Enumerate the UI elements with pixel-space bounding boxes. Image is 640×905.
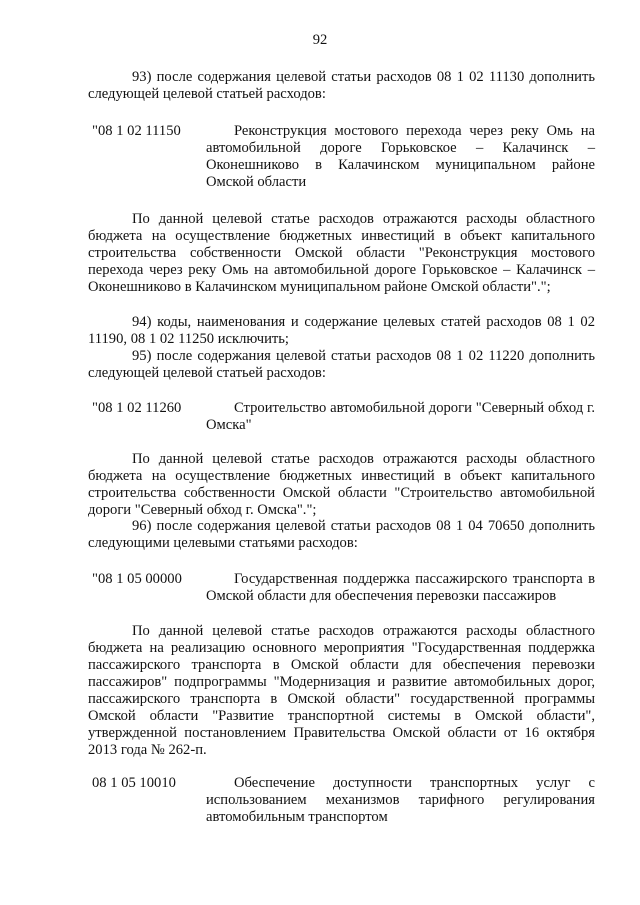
entry-title-4: Обеспечение доступности транспортных услуг с использованием механизмов тарифного регулирования автомобильным транспортом [206, 775, 595, 825]
entry-title-2: Строительство автомобильной дороги "Северный обход г. Омска" [206, 400, 595, 433]
entry-code-3: "08 1 05 00000 [92, 571, 182, 587]
description-2: По данной целевой статье расходов отражаются расходы областного бюджета на осуществление бюджетных инвестиций в объект капитального строительства собственности Омской области "Строительство автомобильной дороги "Северный обход г. Омска"."; [88, 451, 595, 518]
paragraph-96: 96) после содержания целевой статьи расходов 08 1 04 70650 дополнить следующими целевыми статьями расходов: [88, 518, 595, 551]
entry-code-1: "08 1 02 11150 [92, 123, 181, 139]
entry-code-4: 08 1 05 10010 [92, 775, 176, 791]
entry-title-3: Государственная поддержка пассажирского транспорта в Омской области для обеспечения перевозки пассажиров [206, 571, 595, 604]
description-1: По данной целевой статье расходов отражаются расходы областного бюджета на осуществление бюджетных инвестиций в объект капитального строительства собственности Омской области "Реконструкция мостового перехода через реку Омь на автомобильной дороге Горьковское – Калачинск – Оконешниково в Калачинском муниципальном районе Омской области"."; [88, 211, 595, 295]
page-number: 92 [312, 32, 328, 48]
entry-code-2: "08 1 02 11260 [92, 400, 182, 416]
paragraph-95: 95) после содержания целевой статьи расходов 08 1 02 11220 дополнить следующей целевой статьей расходов: [88, 348, 595, 381]
paragraph-94: 94) коды, наименования и содержание целевых статей расходов 08 1 02 11190, 08 1 02 11250 исключить; [88, 314, 595, 347]
paragraph-93: 93) после содержания целевой статьи расходов 08 1 02 11130 дополнить следующей целевой статьей расходов: [88, 69, 595, 102]
description-3: По данной целевой статье расходов отражаются расходы областного бюджета на реализацию основного мероприятия "Государственная поддержка пассажирского транспорта в Омской области для обеспечения перевозки пассажиров" подпрограммы "Модернизация и развитие автомобильных дорог, пассажирского транспорта в Омской области" государственной программы Омской области "Развитие транспортной системы в Омской области", утвержденной постановлением Правительства Омской области от 16 октября 2013 года № 262-п. [88, 623, 595, 758]
entry-title-1: Реконструкция мостового перехода через реку Омь на автомобильной дороге Горьковское – Калачинск – Оконешниково в Калачинском муниципальном районе Омской области [206, 123, 595, 190]
